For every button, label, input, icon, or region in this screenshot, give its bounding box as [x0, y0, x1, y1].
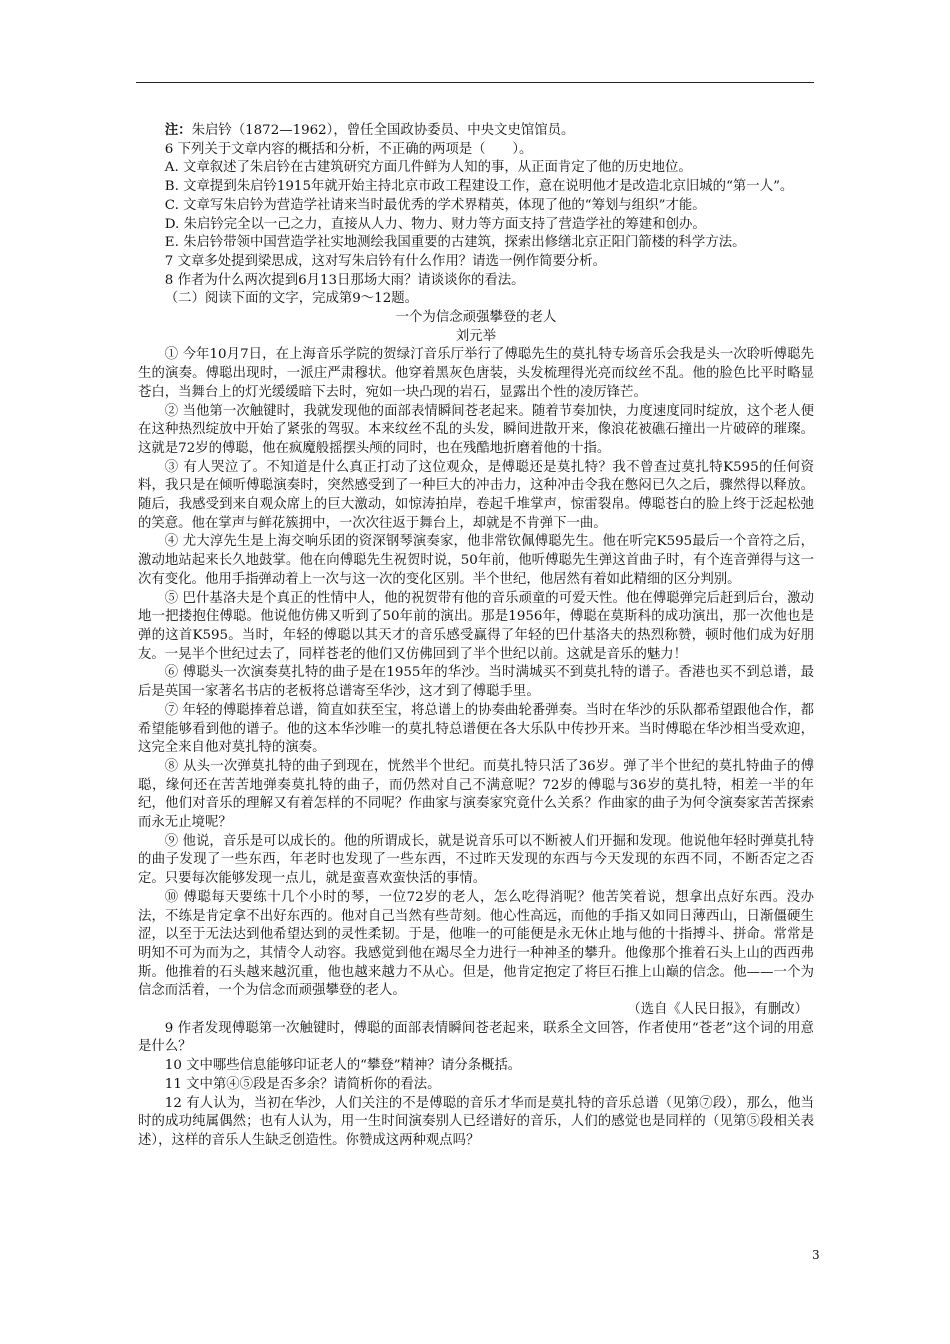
question-7: 7 文章多处提到梁思成，这对写朱启钤有什么作用？请选一例作简要分析。 — [164, 253, 607, 269]
article-title: 一个为信念顽强攀登的老人 — [395, 310, 557, 326]
q6-option-b: B. 文章提到朱启钤1915年就开始主持北京市政工程建设工作，意在说明他才是改造北京旧城的“第一人”。 — [164, 179, 794, 195]
note-label: 注： — [164, 122, 192, 138]
question-9: 9 作者发现傅聪第一次触键时，傅聪的面部表情瞬间苍老起来，联系全文回答，作者使用“苍老”这个词的用意是什么？ — [138, 1020, 814, 1055]
page-number: 3 — [812, 1248, 820, 1262]
question-12: 12 有人认为，当初在华沙，人们关注的不是傅聪的音乐才华而是莫扎特的音乐总谱（见第⑦段），那么，他当时的成功纯属偶然；也有人认为，用一生时间演奏别人已经谱好的音乐，人们的感觉也是同样的（见第⑤段相关表述），这样的音乐人生缺乏创造性。你赞成这两种观点吗？ — [138, 1095, 814, 1148]
header-rule — [136, 82, 814, 83]
question-8: 8 作者为什么两次提到6月13日那场大雨？请谈谈你的看法。 — [164, 272, 525, 288]
note — [138, 121, 814, 141]
article-paragraph-3: ③ 有人哭泣了。不知道是什么真正打动了这位观众，是傅聪还是莫扎特？我不曾查过莫扎特K595的任何资料，我只是在倾听傅聪演奏时，突然感受到了一种巨大的冲击力，这种冲击令我在憋闷已久之后，骤然得以释放。随后，我感受到来自观众席上的巨大激动，如惊涛拍岸，卷起千堆掌声，惊雷裂帛。傅聪苍白的脸上终于泛起松弛的笑意。他在掌声与鲜花簇拥中，一次次往返于舞台上，却就是不肯弹下一曲。 — [138, 459, 814, 531]
section-2-intro: （二）阅读下面的文字，完成第9～12题。 — [164, 291, 418, 307]
document-body — [138, 121, 814, 1151]
article-paragraph-10: ⑩ 傅聪每天要练十几个小时的琴，一位72岁的老人，怎么吃得消呢？他苦笑着说，想拿出点好东西。没办法，不练是肯定拿不出好东西的。他对自己当然有些苛刻。他心性高远，而他的手指又如同日薄西山，日渐僵硬生涩，以至于无法达到他希望达到的灵性柔韧。于是，他唯一的可能便是永无休止地与他的十指搏斗、拼命。常常是明知不可为而为之，其情令人动容。我感觉到他在竭尽全力进行一种神圣的攀升。他像那个推着石头上山的西西弗斯。他推着的石头越来越沉重，他也越来越力不从心。但是，他肯定抱定了将巨石推上山巅的信念。他——一个为信念而活着，一个为信念而顽强攀登的老人。 — [138, 889, 814, 999]
article-source: （选自《人民日报》，有删改） — [627, 1002, 808, 1018]
article-paragraph-1: ① 今年10月7日，在上海音乐学院的贺绿汀音乐厅举行了傅聪先生的莫扎特专场音乐会我是头一次聆听傅聪先生的演奏。傅聪出现时，一派庄严肃穆状。他穿着黑灰色唐装，头发梳理得光亮而纹丝不乱。他的脸色比平时略显苍白，当舞台上的灯光缓缓暗下去时，宛如一块凸现的岩石，显露出个性的凌厉锋芒。 — [138, 347, 814, 400]
note-text: 朱启钤（1872—1962），曾任全国政协委员、中央文史馆馆员。 — [191, 123, 575, 138]
question-11: 11 文中第④⑤段是否多余？请简析你的看法。 — [164, 1076, 441, 1092]
article-paragraph-9: ⑨ 他说，音乐是可以成长的。他的所谓成长，就是说音乐可以不断被人们开掘和发现。他说他年轻时弹莫扎特的曲子发现了一些东西，年老时也发现了一些东西，不过昨天发现的东西与今天发现的东西不同，不断否定之否定。只要每次能够发现一点儿，就是蛮喜欢蛮快活的事情。 — [138, 833, 814, 887]
q6-option-e: E. 朱启钤带领中国营造学社实地测绘我国重要的古建筑，探索出修缮北京正阳门箭楼的科学方法。 — [164, 235, 746, 251]
article-paragraph-5: ⑤ 巴什基洛夫是个真正的性情中人，他的祝贺带有他的音乐顽童的可爱天性。他在傅聪弹完后赶到后台，激动地一把搂抱住傅聪。他说他仿佛又听到了50年前的演出。那是1956年，傅聪在莫斯科的成功演出，那一次他也是弹的这首K595。当时，年轻的傅聪以其天才的音乐感受赢得了年轻的巴什基洛夫的热烈称赞，顿时他们成为好朋友。一晃半个世纪过去了，同样苍老的他们又仿佛回到了半个世纪以前。这就是音乐的魅力！ — [138, 590, 814, 662]
article-paragraph-7: ⑦ 年轻的傅聪捧着总谱，简直如获至宝，将总谱上的协奏曲轮番弹奏。当时在华沙的乐队都希望跟他合作，都希望能够看到他的谱子。他的这本华沙唯一的莫扎特总谱便在各大乐队中传抄开来。当时傅聪在华沙相当受欢迎，这完全来自他对莫扎特的演奏。 — [138, 702, 814, 756]
question-6: 6 下列关于文章内容的概括和分析，不正确的两项是（ ）。 — [164, 141, 533, 157]
article-paragraph-4: ④ 尤大淳先生是上海交响乐团的资深钢琴演奏家，他非常钦佩傅聪先生。他在听完K595最后一个音符之后，激动地站起来长久地鼓掌。他在向傅聪先生祝贺时说，50年前，他听傅聪先生弹这首曲子时，有个连音弹得与这一次有变化。他用手指弹动着上一次与这一次的变化区别。半个世纪，他居然有着如此精细的区分判别。 — [138, 534, 814, 587]
question-10: 10 文中哪些信息能够印证老人的“攀登”精神？请分条概括。 — [164, 1058, 522, 1074]
article-paragraph-6: ⑥ 傅聪头一次演奏莫扎特的曲子是在1955年的华沙。当时满城买不到莫扎特的谱子。香港也买不到总谱，最后是英国一家著名书店的老板将总谱寄至华沙，这才到了傅聪手里。 — [138, 665, 814, 700]
q6-option-d: D. 朱启钤完全以一己之力，直接从人力、物力、财力等方面支持了营造学社的筹建和创办。 — [164, 216, 706, 232]
q6-option-c: C. 文章写朱启钤为营造学社请来当时最优秀的学术界精英，体现了他的“筹划与组织”才能。 — [164, 197, 706, 213]
q6-option-a: A. 文章叙述了朱启钤在古建筑研究方面几件鲜为人知的事，从正面肯定了他的历史地位。 — [164, 160, 692, 176]
article-paragraph-2: ② 当他第一次触键时，我就发现他的面部表情瞬间苍老起来。随着节奏加快，力度速度同时绽放，这个老人便在这种热烈绽放中开始了紧张的驾驭。本来纹丝不乱的头发，瞬间进散开来，像浪花被礁石撞出一片破碎的璀璨。这就是72岁的傅聪，他在疯魔般摇摆头颅的同时，也在残酷地折磨着他的十指。 — [138, 403, 814, 456]
article-author: 刘元举 — [455, 328, 497, 344]
article-paragraph-8: ⑧ 从头一次弹莫扎特的曲子到现在，恍然半个世纪。而莫扎特只活了36岁。弹了半个世纪的莫扎特曲子的傅聪，缘何还在苦苦地弹奏莫扎特的曲子，而仍然对自己不满意呢？72岁的傅聪与36岁的莫扎特，相差一半的年纪，他们对音乐的理解又有着怎样的不同呢？作曲家与演奏家究竟什么关系？作曲家的曲子为何令演奏家苦苦探索而永无止境呢？ — [138, 758, 814, 831]
